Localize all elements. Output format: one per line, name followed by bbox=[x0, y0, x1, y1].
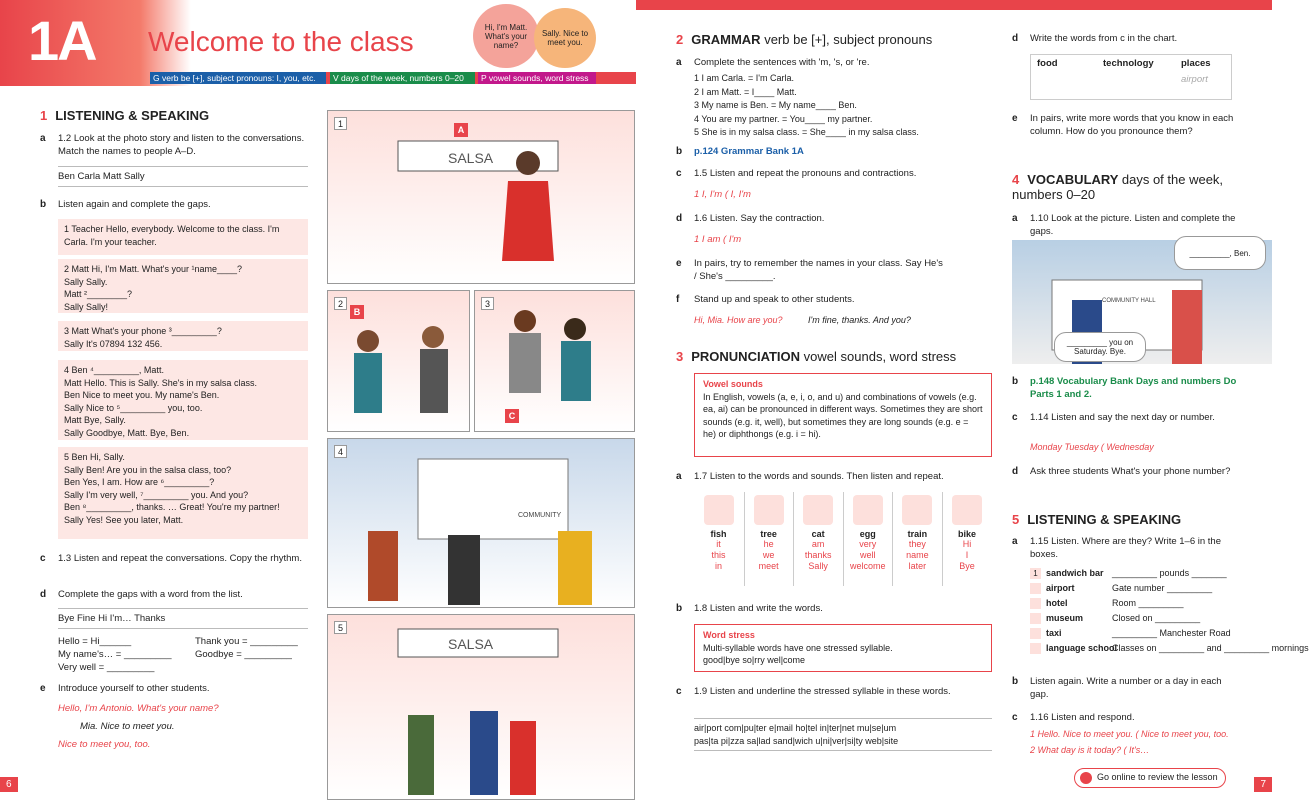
go-online-label: Go online to review the lesson bbox=[1097, 772, 1218, 782]
hall-sign: COMMUNITY HALL bbox=[1102, 298, 1156, 304]
sound-example: it bbox=[716, 539, 721, 549]
go-online-button[interactable] bbox=[1074, 768, 1226, 788]
listen-a-instruction: 1.15 Listen. Where are they? Write 1–6 in the boxes. bbox=[1030, 536, 1221, 560]
sound-example: Bye bbox=[959, 561, 975, 571]
sound-column-bike bbox=[942, 492, 991, 586]
speech-bubble-1: Hi, I'm Matt. What's your name? bbox=[473, 4, 539, 68]
s2-c-example: 1 I, I'm ( I, I'm bbox=[694, 189, 751, 200]
s1-e-instruction: Introduce yourself to other students. bbox=[58, 683, 210, 694]
section-5-heading: 5 LISTENING & SPEAKING bbox=[1012, 512, 1182, 527]
sound-example: am bbox=[811, 539, 825, 549]
section-2-heading: 2 GRAMMAR verb be [+], subject pronouns bbox=[676, 32, 933, 47]
gap-verywell: Very well = _________ bbox=[58, 662, 155, 673]
sound-example: we bbox=[762, 550, 775, 560]
place-row bbox=[1030, 611, 1240, 626]
vocab-tag: V days of the week, numbers 0–20 bbox=[330, 72, 475, 84]
sound-example: well bbox=[860, 550, 876, 560]
sound-chart bbox=[694, 492, 992, 586]
sound-example: meet bbox=[758, 561, 779, 571]
salsa-scene-2 bbox=[328, 615, 636, 801]
chart-e-instruction: In pairs, write more words that you know in each column. How do you pronounce them? bbox=[1030, 113, 1234, 137]
s2-c-instruction: 1.5 Listen and repeat the pronouns and contractions. bbox=[694, 168, 917, 179]
sound-column-fish bbox=[694, 492, 743, 586]
place-name: taxi bbox=[1046, 628, 1062, 638]
sound-example: name bbox=[906, 550, 929, 560]
section-4-heading: 4 VOCABULARY days of the week, numbers 0–20 bbox=[1012, 172, 1224, 202]
community-scene bbox=[328, 439, 636, 609]
sound-word: bike bbox=[957, 529, 976, 539]
s1-c-instruction: 1.3 Listen and repeat the conversations. Copy the rhythm. bbox=[58, 553, 302, 564]
place-number-box[interactable] bbox=[1030, 583, 1041, 594]
label-A: A bbox=[454, 123, 468, 137]
place-gap: _________ pounds _______ bbox=[1112, 568, 1227, 578]
respond-example-2: 2 What day is it today? ( It's… bbox=[1030, 745, 1150, 755]
example-line-1: Hello, I'm Antonio. What's your name? bbox=[58, 703, 219, 714]
s2-f-example-2: I'm fine, thanks. And you? bbox=[808, 315, 911, 325]
place-number-box[interactable] bbox=[1030, 628, 1041, 639]
s3-c-instruction: 1.9 Listen and underline the stressed syllable in these words. bbox=[694, 686, 951, 697]
place-gap: Gate number _________ bbox=[1112, 583, 1213, 593]
scene-2 bbox=[328, 291, 471, 433]
picture-bubble-1: _________, Ben. bbox=[1174, 236, 1266, 270]
gap-goodbye: Goodbye = _________ bbox=[195, 649, 292, 660]
page-number-right: 7 bbox=[1254, 777, 1272, 792]
label-C: C bbox=[505, 409, 519, 423]
vocab-c-instruction: 1.14 Listen and say the next day or number. bbox=[1030, 412, 1215, 423]
s2-d-example: 1 I am ( I'm bbox=[694, 234, 742, 245]
grammar-tag: G verb be [+], subject pronouns: I, you, etc. bbox=[150, 72, 326, 84]
chart-instruction: Write the words from c in the chart. bbox=[1030, 33, 1178, 44]
salsa-scene-1 bbox=[328, 111, 636, 285]
vocab-a-instruction: 1.10 Look at the picture. Listen and complete the gaps. bbox=[1030, 213, 1236, 237]
top-bar bbox=[636, 0, 1272, 10]
dialogue-5: 5 Ben Hi, Sally. Sally Ben! Are you in the salsa class, too? Ben Yes, I am. How are ⁶_________? Sally I'm very well, ⁷_________ you. And you? Ben ⁸_________, thanks. … Great! You're my partner! Sally Yes! See you later, Matt. bbox=[58, 447, 308, 539]
picture-bubble-2: _________ you on Saturday. Bye. bbox=[1054, 332, 1146, 362]
svg-text:COMMUNITY: COMMUNITY bbox=[518, 512, 562, 519]
s2-d-instruction: 1.6 Listen. Say the contraction. bbox=[694, 213, 825, 224]
sound-column-cat bbox=[793, 492, 842, 586]
sound-example: later bbox=[908, 561, 927, 571]
gap-myname: My name's… = _________ bbox=[58, 649, 172, 660]
s1-d-instruction: Complete the gaps with a word from the list. bbox=[58, 589, 243, 600]
s3-a-instruction: 1.7 Listen to the words and sounds. Then listen and repeat. bbox=[694, 471, 944, 482]
sound-word: fish bbox=[710, 529, 727, 539]
train-icon bbox=[902, 495, 932, 525]
gap-thankyou: Thank you = _________ bbox=[195, 636, 298, 647]
sound-example: this bbox=[711, 550, 726, 560]
community-hall-picture bbox=[1012, 240, 1272, 364]
photo-panel-2: 2 B bbox=[327, 290, 470, 432]
sound-column-tree bbox=[744, 492, 793, 586]
days-example: Monday Tuesday ( Wednesday bbox=[1030, 442, 1154, 452]
sound-example: Sally bbox=[808, 561, 828, 571]
speech-bubble-2: Sally. Nice to meet you. bbox=[534, 8, 596, 68]
sound-example: they bbox=[908, 539, 926, 549]
sound-column-egg bbox=[843, 492, 892, 586]
stress-words-2: pas|ta pi|zza sa|lad sand|wich u|ni|ver|si|ty web|site bbox=[694, 736, 899, 746]
left-page: 1A Welcome to the class G verb be [+], subject pronouns: I, you, etc. V days of the week, numbers 0–20 P vowel sounds, word stress Hi, I'm Matt. What's your name? Sally. Nice to meet you. 1 LISTENING & SPEAKING a 1.2 Look at the photo story and listen to the conversations. Match the names to people A–D. Ben Carla Matt Sally b Listen again and complete the gaps. 1 Teacher Hello, everybody. Welcome to the class. I'm Carla. I'm your teacher. 2 Matt Hi, I'm Matt. What's your ¹name____? Sally Sally. Matt ²________? Sally Sally! 3 Matt What's your phone ³_________? Sally It's 07894 132 456. 4 Ben ⁴_________, Matt. Matt Hello. This is Sally. She's in my salsa class. Ben Nice to meet you. My name's Ben. Sally Nice to ⁵_________ you, too. Matt Bye, Sally. Sally Goodbye, Matt. Bye, Ben. 5 Ben Hi, Sally. Sally Ben! Are you in the salsa class, too? Ben Yes, I am. How are ⁶_________? Sally I'm very well, ⁷_________ you. And you? Ben ⁸_________, thanks. … Great! You're my partner! Sally Yes! See you later, Matt. c 1.3 Listen and repeat the conversations. Copy the rhythm. d Complete the gaps with a word from the list. Bye Fine Hi I'm… Thanks Hello = Hi______ Thank you = _________ My name's… = _________ Goodbye = _________ Very well = _________ e Introduce yourself to other students. Hello, I'm Antonio. What's your name? Mia. Nice to meet you. Nice to meet you, too. 1 A SALSA 2 B 3 C 4 COMMUNITY 5 SALSA 6 bbox=[0, 0, 636, 800]
place-number-box[interactable] bbox=[1030, 643, 1041, 654]
place-number-box[interactable] bbox=[1030, 613, 1041, 624]
place-row bbox=[1030, 566, 1240, 581]
words-chart bbox=[1030, 54, 1232, 100]
place-gap: Classes on _________ and _________ mornings bbox=[1112, 643, 1309, 653]
listen-c-instruction: 1.16 Listen and respond. bbox=[1030, 712, 1135, 723]
svg-text:SALSA: SALSA bbox=[448, 150, 494, 166]
unit-number: 1A bbox=[28, 9, 96, 72]
vocab-bank-link[interactable]: p.148 Vocabulary Bank Days and numbers Do Parts 1 and 2. bbox=[1030, 376, 1237, 400]
s1-a-instruction: 1.2 Look at the photo story and listen to the conversations. Match the names to people A–D. bbox=[58, 133, 305, 157]
cat-icon bbox=[803, 495, 833, 525]
sound-example: thanks bbox=[804, 550, 832, 560]
sound-word: tree bbox=[760, 529, 777, 539]
vowel-sounds-box: Vowel sounds In English, vowels (a, e, i, o, and u) and combinations of vowels (e.g. ea, ai) can be pronounced in different ways. Sometimes they are short sounds (e.g. it, well), but sometimes they are long sounds (e.g. e = he) or diphthongs (e.g. i = hi). bbox=[694, 373, 992, 457]
scene-3 bbox=[475, 291, 636, 433]
photo-panel-4: 4 COMMUNITY bbox=[327, 438, 635, 608]
places-list bbox=[1030, 566, 1309, 674]
egg-icon bbox=[853, 495, 883, 525]
sound-column-train bbox=[892, 492, 941, 586]
place-row bbox=[1030, 626, 1240, 641]
word-stress-box: Word stress Multi-syllable words have one stressed syllable. good|bye so|rry wel|come bbox=[694, 624, 992, 672]
s2-a-instruction: Complete the sentences with 'm, 's, or 're. bbox=[694, 57, 870, 68]
place-name: sandwich bar bbox=[1046, 568, 1104, 578]
online-icon bbox=[1080, 772, 1092, 784]
chart-col-places: places bbox=[1181, 58, 1211, 69]
place-gap: Closed on _________ bbox=[1112, 613, 1201, 623]
sound-example: very bbox=[859, 539, 877, 549]
sound-word: train bbox=[907, 529, 928, 539]
place-name: airport bbox=[1046, 583, 1075, 593]
listen-b-instruction: Listen again. Write a number or a day in each gap. bbox=[1030, 676, 1222, 700]
dialogue-2: 2 Matt Hi, I'm Matt. What's your ¹name____? Sally Sally. Matt ²________? Sally Sally! bbox=[58, 259, 308, 313]
gap-hello: Hello = Hi______ bbox=[58, 636, 132, 647]
tree-icon bbox=[754, 495, 784, 525]
section-3-heading: 3 PRONUNCIATION vowel sounds, word stress bbox=[676, 349, 957, 364]
dialogue-4: 4 Ben ⁴_________, Matt. Matt Hello. This is Sally. She's in my salsa class. Ben Nice to meet you. My name's Ben. Sally Nice to ⁵_________ you, too. Matt Bye, Sally. Sally Goodbye, Matt. Bye, Ben. bbox=[58, 360, 308, 440]
grammar-bank-link[interactable]: p.124 Grammar Bank 1A bbox=[694, 146, 804, 157]
grammar-sentences: 1 I am Carla. = I'm Carla. 2 I am Matt. = I____ Matt. 3 My name is Ben. = My name____ Ben. 4 You are my partner. = You____ my partner. 5 She is in my salsa class. = She____ in my salsa class. bbox=[694, 73, 919, 137]
place-name: language school bbox=[1046, 643, 1118, 653]
sound-example: I bbox=[965, 550, 969, 560]
pron-tag: P vowel sounds, word stress bbox=[478, 72, 596, 84]
place-row bbox=[1030, 596, 1240, 611]
sound-example: welcome bbox=[850, 561, 886, 571]
sound-example: he bbox=[763, 539, 774, 549]
chart-col-food: food bbox=[1037, 58, 1058, 69]
photo-panel-5: 5 SALSA bbox=[327, 614, 635, 800]
example-line-3: Nice to meet you, too. bbox=[58, 739, 151, 750]
svg-text:SALSA: SALSA bbox=[448, 636, 494, 652]
sound-example: in bbox=[714, 561, 722, 571]
stress-words-1: air|port com|pu|ter e|mail ho|tel in|ter|net mu|se|um bbox=[694, 723, 897, 733]
sound-word: egg bbox=[859, 529, 876, 539]
page-number-left: 6 bbox=[0, 777, 18, 792]
s2-e-instruction: In pairs, try to remember the names in your class. Say He's / She's _________. bbox=[694, 258, 943, 282]
respond-example-1: 1 Hello. Nice to meet you. ( Nice to meet you, too. bbox=[1030, 729, 1229, 739]
example-line-2: Mia. Nice to meet you. bbox=[80, 721, 175, 732]
section-1-heading: 1 LISTENING & SPEAKING bbox=[40, 108, 210, 123]
vocab-d-instruction: Ask three students What's your phone number? bbox=[1030, 466, 1231, 477]
bike-icon bbox=[952, 495, 982, 525]
photo-panel-1: 1 A SALSA bbox=[327, 110, 635, 284]
place-row bbox=[1030, 641, 1309, 656]
place-number-box[interactable] bbox=[1030, 598, 1041, 609]
page-title: Welcome to the class bbox=[148, 26, 414, 57]
right-page: 2 GRAMMAR verb be [+], subject pronouns a Complete the sentences with 'm, 's, or 're. 1 I am Carla. = I'm Carla. 2 I am Matt. = I____ Matt. 3 My name is Ben. = My name____ Ben. 4 You are my partner. = You____ my partner. 5 She is in my salsa class. = She____ in my salsa class. b p.124 Grammar Bank 1A c 1.5 Listen and repeat the pronouns and contractions. 1 I, I'm ( I, I'm d 1.6 Listen. Say the contraction. 1 I am ( I'm e In pairs, try to remember the names in your class. Say He's / She's _________. f Stand up and speak to other students. Hi, Mia. How are you? I'm fine, thanks. And you? 3 PRONUNCIATION vowel sounds, word stress Vowel sounds In English, vowels (a, e, i, o, and u) and combinations of vowels (e.g. ea, ai) can be pronounced in different ways. Sometimes they are short sounds (e.g. it, well), but sometimes they are long sounds (e.g. e = he) or diphthongs (e.g. i = hi). a 1.7 Listen to the words and sounds. Then listen and repeat. fish it this in tree he we meet cat am thanks Sally egg very well welcome train they name later bike Hi I Bye b 1.8 Listen and write the words. Word stress Multi-syllable words have one stressed syllable. good|bye so|rry wel|come c 1.9 Listen and underline the stressed syllable in these words. air|port com|pu|ter e|mail ho|tel in|ter|net mu|se|um pas|ta pi|zza sa|lad sand|wich u|ni|ver|si|ty web|site d Write the words from c in the chart. food technology places airport e In pairs, write more words that you know in each column. How do you pronounce them? 4 VOCABULARY days of the week, numbers 0–20 a 1.10 Look at the picture. Listen and complete the gaps. COMMUNITY HALL _________, Ben. _________ you on Saturday. Bye. b p.148 Vocabulary Bank Days and numbers Do Parts 1 and 2. c 1.14 Listen and say the next day or number. Monday Tuesday ( Wednesday d Ask three students What's your phone number? 5 LISTENING & SPEAKING a 1.15 Listen. Where are they? Write 1–6 in the boxes. 1 sandwich bar _________ pounds _______ airport Gate number _________ hotel Room _________ museum Closed on _________ taxi _________ Manchester Road language school Classes on _________ and _________ mornings b Listen again. Write a number or a day in each gap. c 1.16 Listen and respond. 1 Hello. Nice to meet you. ( Nice to meet you, too. 2 What day is it today? ( It's… Go online to review the lesson 7 bbox=[636, 0, 1272, 800]
place-gap: _________ Manchester Road bbox=[1112, 628, 1231, 638]
names-list: Ben Carla Matt Sally bbox=[58, 171, 145, 182]
sound-word: cat bbox=[811, 529, 825, 539]
dialogue-1: 1 Teacher Hello, everybody. Welcome to the class. I'm Carla. I'm your teacher. bbox=[58, 219, 308, 255]
chart-col-technology: technology bbox=[1103, 58, 1154, 69]
chart-example: airport bbox=[1181, 74, 1208, 85]
word-list: Bye Fine Hi I'm… Thanks bbox=[58, 613, 166, 624]
dialogue-3: 3 Matt What's your phone ³_________? Sally It's 07894 132 456. bbox=[58, 321, 308, 351]
sound-example: Hi bbox=[962, 539, 972, 549]
s1-b-instruction: Listen again and complete the gaps. bbox=[58, 199, 211, 210]
fish-icon bbox=[704, 495, 734, 525]
place-gap: Room _________ bbox=[1112, 598, 1184, 608]
s3-b-instruction: 1.8 Listen and write the words. bbox=[694, 603, 823, 614]
s2-f-instruction: Stand up and speak to other students. bbox=[694, 294, 855, 305]
place-row bbox=[1030, 581, 1240, 596]
photo-panel-3: 3 C bbox=[474, 290, 635, 432]
s2-f-example-1: Hi, Mia. How are you? bbox=[694, 315, 783, 325]
place-name: hotel bbox=[1046, 598, 1068, 608]
place-number-box[interactable]: 1 bbox=[1030, 568, 1041, 579]
label-B: B bbox=[350, 305, 364, 319]
place-name: museum bbox=[1046, 613, 1084, 623]
